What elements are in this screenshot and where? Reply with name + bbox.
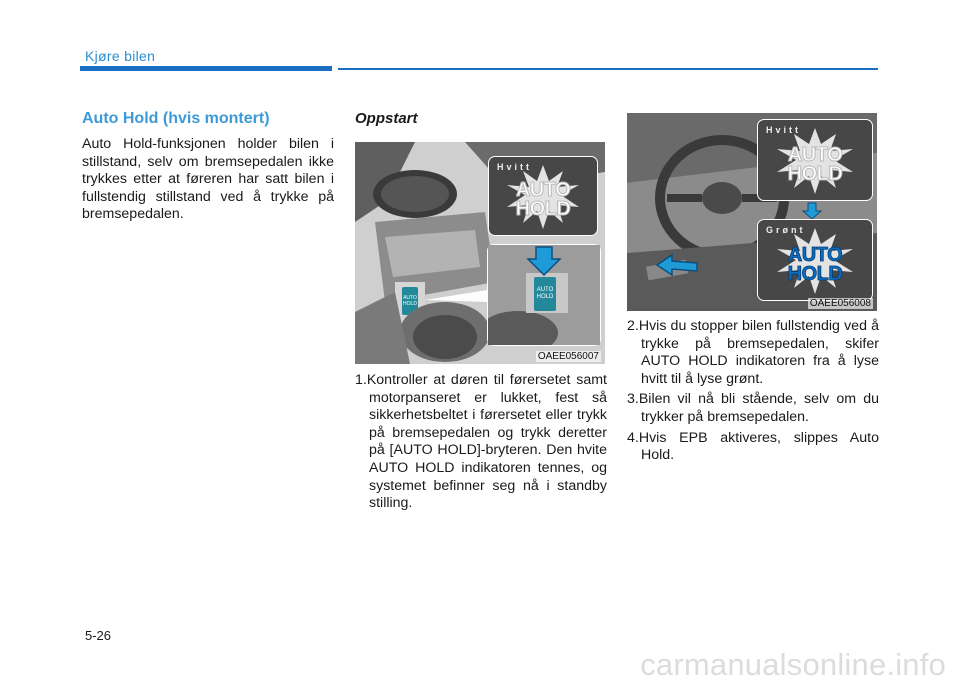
figure-caption-right: OAEE056008 [809,298,871,309]
button-zoom-panel [487,244,601,346]
middle-column [355,110,607,516]
step-2: 2.Hvis du stopper bilen fullstendig ved å trykke på bremsepedalen, skifer AUTO HOLD indikatoren fra å lyse hvitt til å lyse grønt. [627,318,879,387]
operation-steps [627,318,879,465]
button-small-line2: HOLD [403,301,417,307]
startup-steps [355,372,607,513]
button-zoom-line2: HOLD [536,294,554,300]
figure-caption: OAEE056007 [537,351,599,362]
green-indicator-panel [757,219,873,301]
page-number: 5-26 [85,628,112,643]
white-label-right: Hvitt [766,125,801,135]
startup-subheading: Oppstart [355,110,418,127]
left-column [82,110,334,224]
white-indicator-panel-right [757,119,873,201]
watermark: carmanualsonline.info [640,647,946,682]
section-title: Kjøre bilen [85,48,156,64]
header-rule-thick [80,66,332,71]
white-auto-text: AUTO HOLD [515,179,571,220]
step-4: 4.Hvis EPB aktiveres, slippes Auto Hold. [627,429,879,464]
green-label: Grønt [766,225,806,235]
step-1: 1.Kontroller at døren til førersetet samt motorpanseret er lukket, fest så sikkerhetsbeltet i førersetet eller trykk på bremsepedalen og trykk deretter på [AUTO HOLD]-bryteren. Den hvite AUTO HOLD indikatoren tennes, og systemet befinner seg nå i standby stilling. [355,372,607,512]
button-zoom-illustration [488,245,600,345]
white-auto-text-right: AUTO HOLD [787,144,843,185]
console-figure [355,142,605,364]
dashboard-figure [627,113,877,311]
step-3: 3.Bilen vil nå bli stående, selv om du trykker på bremsepedalen. [627,391,879,425]
button-small-line1: AUTO [403,295,417,301]
white-label: Hvitt [497,162,532,172]
green-auto-text: AUTO HOLD [787,244,843,285]
right-column [627,113,879,468]
auto-hold-heading: Auto Hold (hvis montert) [82,110,270,127]
button-zoom-line1: AUTO [536,287,554,293]
auto-hold-intro: Auto Hold-funksjonen holder bilen i stillstand, selv om bremsepedalen ikke trykkes etter at føreren har satt bilen i fullstendig stillstand ved å trykke på bremsepedalen. [82,136,334,223]
white-indicator-panel [488,156,598,236]
header-rule-thin [338,68,878,70]
